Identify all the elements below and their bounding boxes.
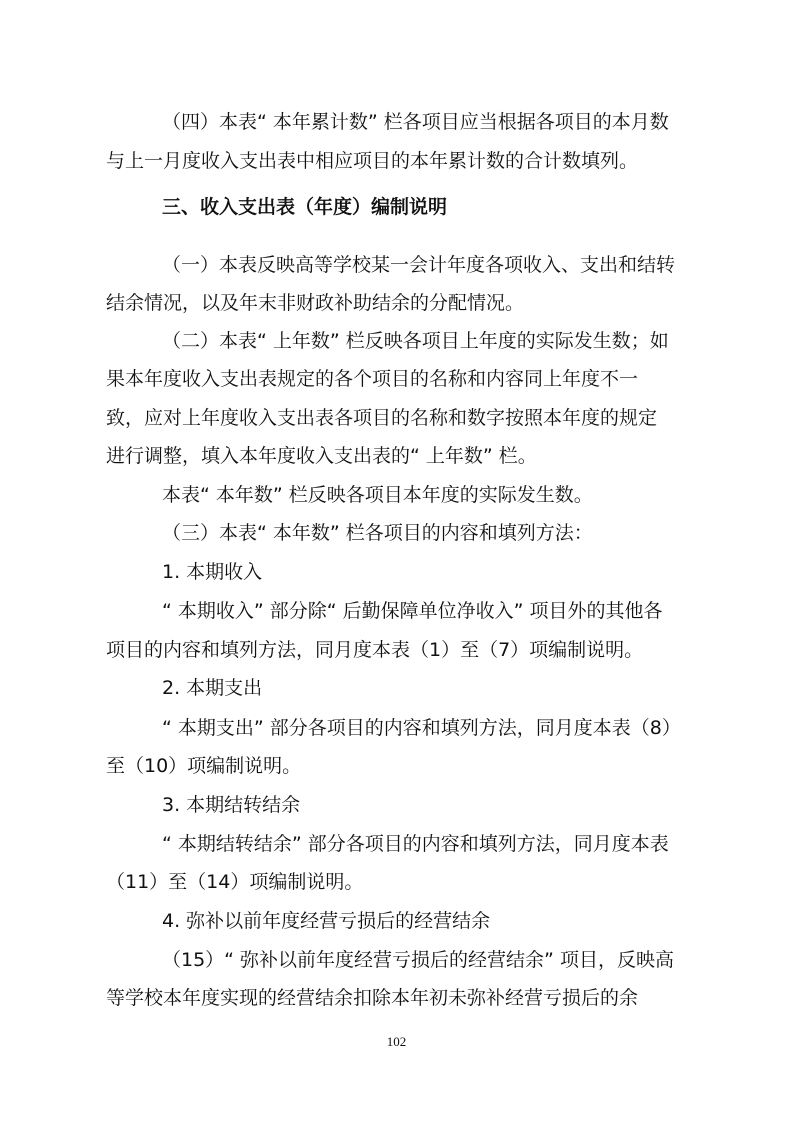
- paragraph-line: “ 本期收入” 部分除“ 后勤保障单位净收入” 项目外的其他各: [162, 600, 663, 622]
- paragraph-line: （二）本表“ 上年数” 栏反映各项目上年度的实际发生数；如: [162, 330, 669, 352]
- subheading: 2. 本期支出: [162, 677, 263, 699]
- paragraph-line: 进行调整，填入本年度收入支出表的“ 上年数” 栏。: [106, 445, 537, 467]
- section-heading: 三、收入支出表（年度）编制说明: [162, 196, 448, 218]
- paragraph-line: “ 本期结转结余” 部分各项目的内容和填列方法，同月度本表: [162, 833, 669, 855]
- paragraph-line: （11）至（14）项编制说明。: [106, 871, 364, 893]
- paragraph-line: （三）本表“ 本年数” 栏各项目的内容和填列方法：: [162, 522, 593, 544]
- subheading: 4. 弥补以前年度经营亏损后的经营结余: [162, 910, 491, 932]
- paragraph-line: 本表“ 本年数” 栏反映各项目本年度的实际发生数。: [162, 484, 593, 506]
- subheading: 1. 本期收入: [162, 561, 263, 583]
- paragraph-line: “ 本期支出” 部分各项目的内容和填列方法，同月度本表（8）: [162, 717, 681, 739]
- paragraph-line: 与上一月度收入支出表中相应项目的本年累计数的合计数填列。: [106, 150, 639, 172]
- paragraph-line: （一）本表反映高等学校某一会计年度各项收入、支出和结转: [162, 254, 676, 276]
- paragraph-line: 至（10）项编制说明。: [106, 755, 302, 777]
- paragraph-line: （四）本表“ 本年累计数” 栏各项目应当根据各项目的本月数: [162, 111, 669, 133]
- paragraph-line: 结余情况，以及年末非财政补助结余的分配情况。: [106, 292, 525, 314]
- paragraph-line: 项目的内容和填列方法，同月度本表（1）至（7）项编制说明。: [106, 639, 644, 661]
- paragraph-line: 果本年度收入支出表规定的各个项目的名称和内容同上年度不一: [106, 368, 639, 390]
- paragraph-line: （15）“ 弥补以前年度经营亏损后的经营结余” 项目，反映高: [162, 949, 674, 971]
- page-number: 102: [386, 1034, 407, 1049]
- paragraph-line: 等学校本年度实现的经营结余扣除本年初未弥补经营亏损后的余: [106, 987, 639, 1009]
- subheading: 3. 本期结转结余: [162, 794, 301, 816]
- paragraph-line: 致，应对上年度收入支出表各项目的名称和数字按照本年度的规定: [106, 407, 658, 429]
